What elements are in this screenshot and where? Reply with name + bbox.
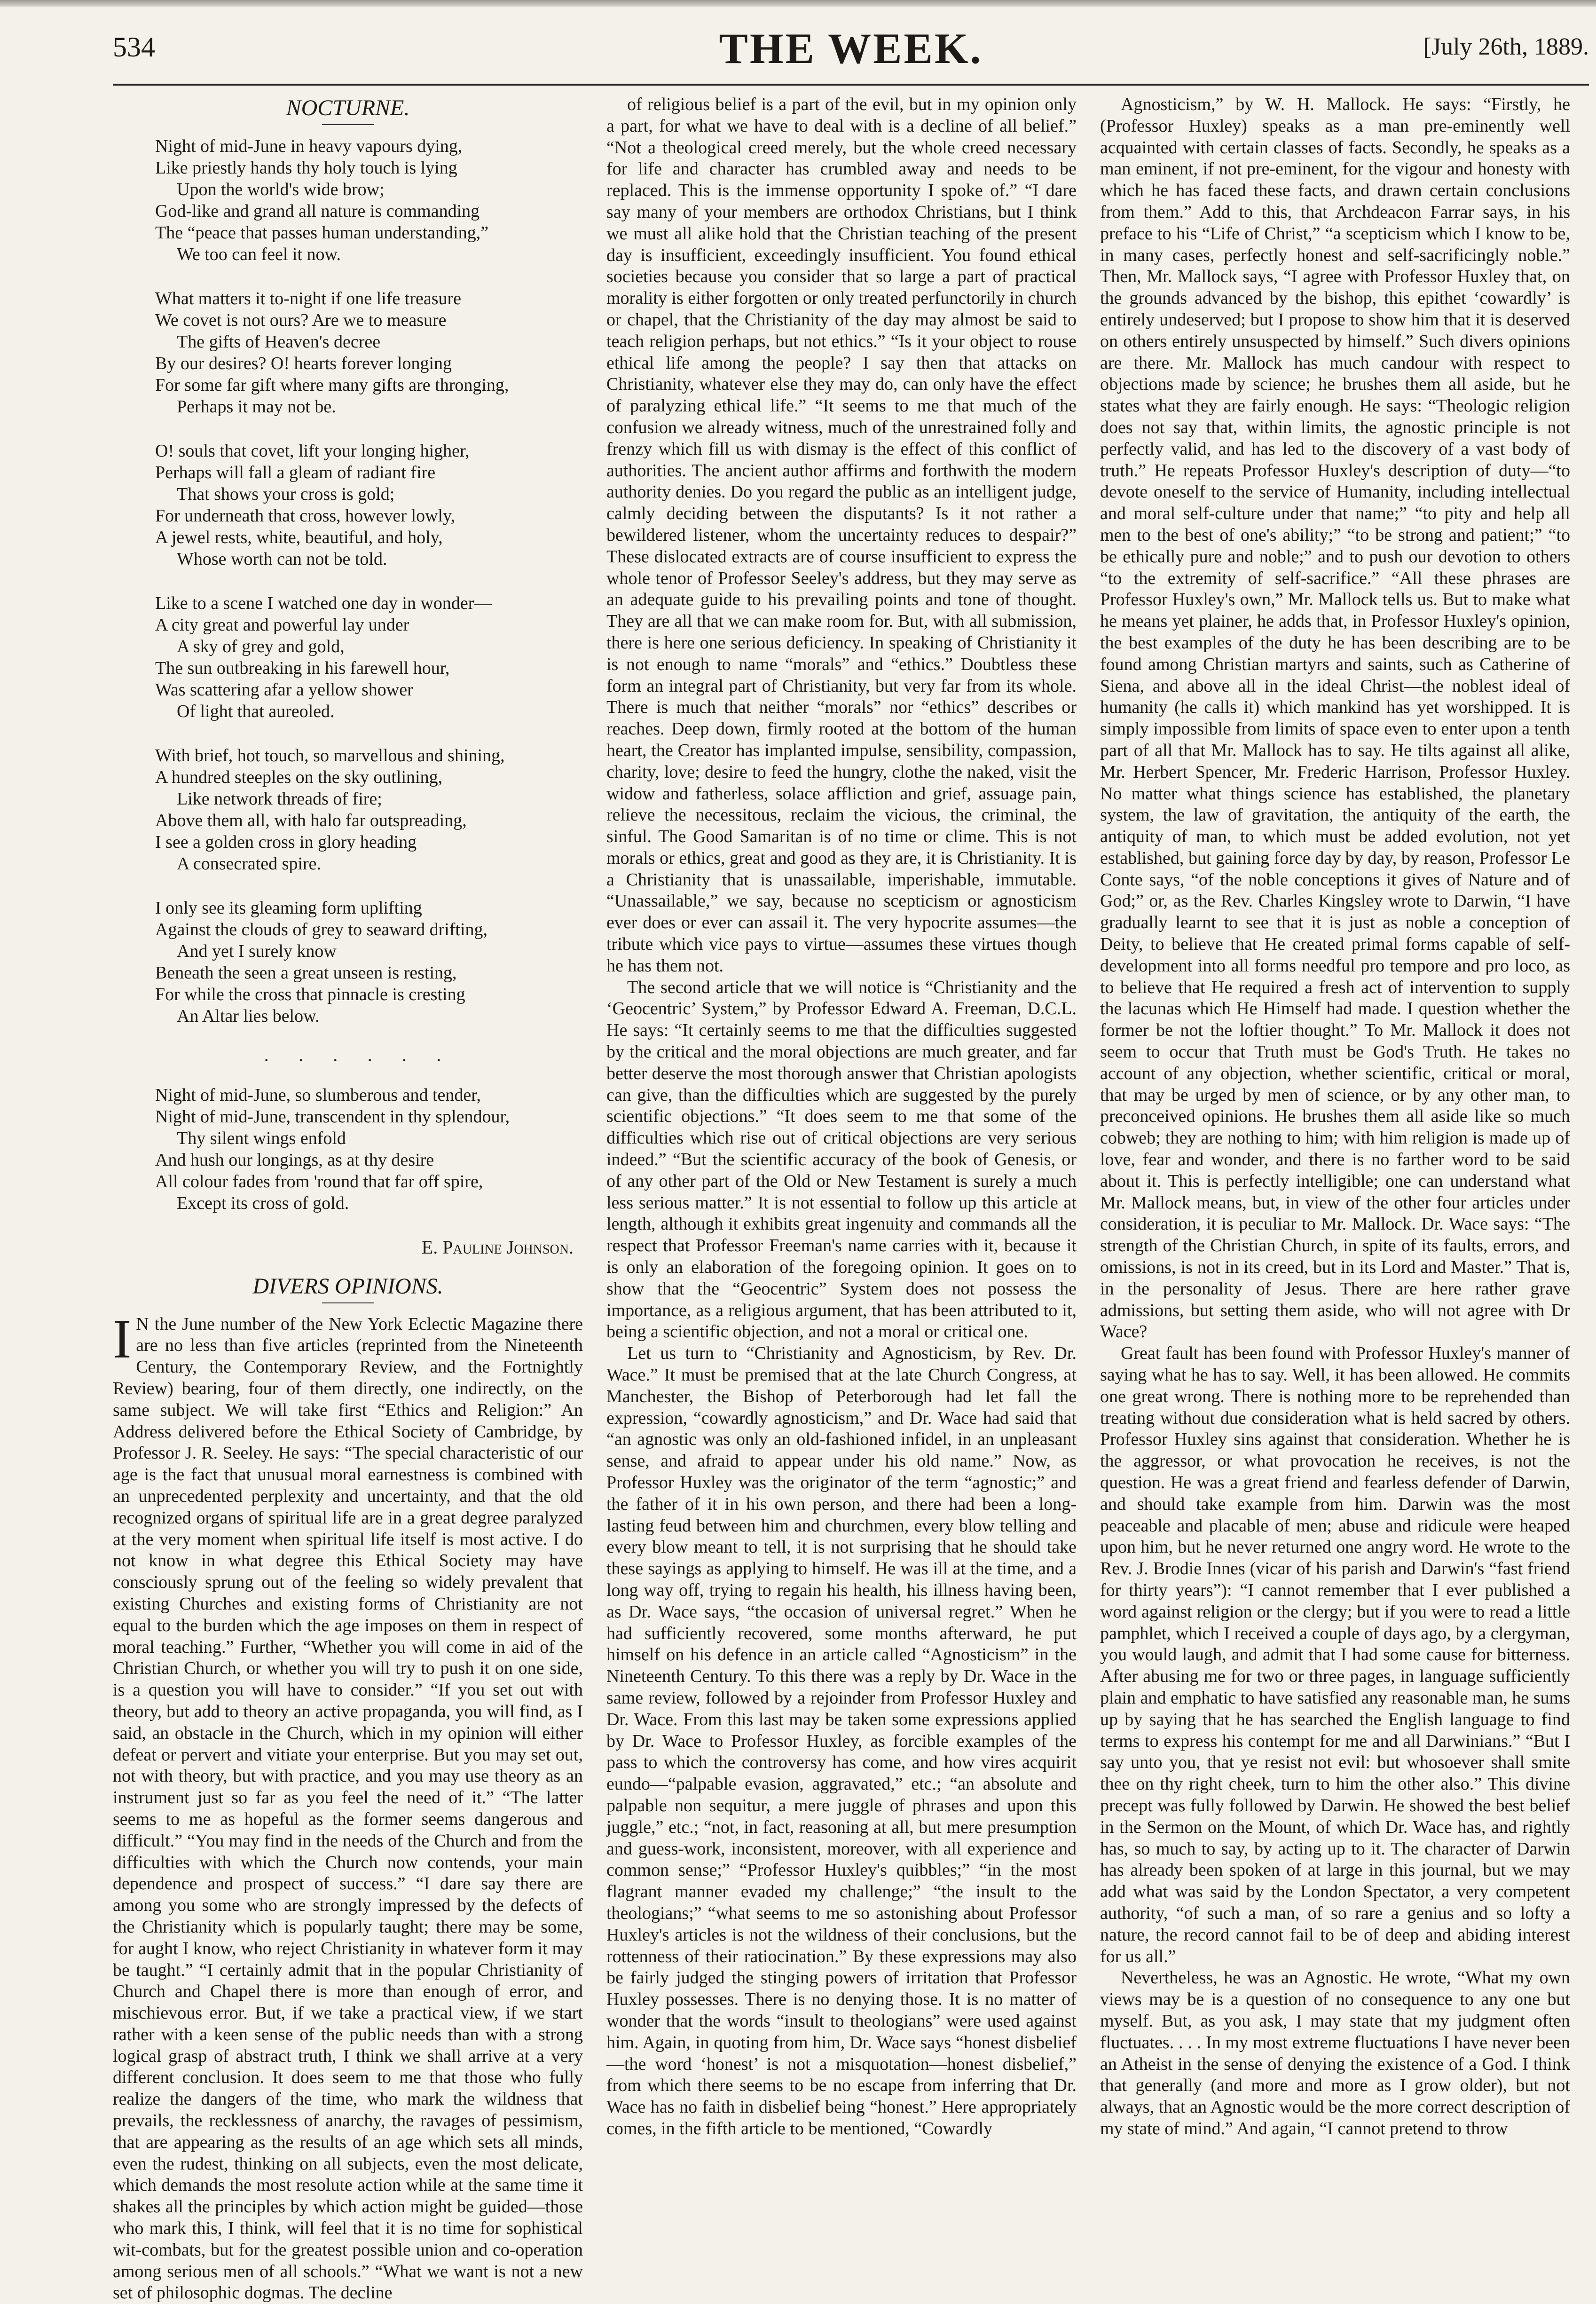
poem-line: Night of mid-June, transcendent in thy splendour, (155, 1106, 510, 1127)
poem-line: We covet is not ours? Are we to measure (155, 310, 447, 330)
poem-line: A consecrated spire. (177, 854, 322, 874)
poem-line: A jewel rests, white, beautiful, and holy, (155, 528, 443, 547)
poem-line: I see a golden cross in glory heading (155, 832, 417, 852)
issue-date: [July 26th, 1889. (1423, 33, 1589, 60)
poem-line: A hundred steeples on the sky outlining, (155, 767, 443, 787)
poem-line: Against the clouds of grey to seaward drifting, (155, 920, 488, 939)
poem-line: Like to a scene I watched one day in wonder— (155, 593, 492, 613)
title-rule (322, 124, 374, 125)
column-1 (113, 94, 583, 2303)
poem-stanza (155, 745, 583, 875)
poem-line: For while the cross that pinnacle is cresting (155, 985, 465, 1004)
top-border (0, 0, 1596, 7)
article-paragraph: Nevertheless, he was an Agnostic. He wrote, “What my own views may be is a question of no consequence to any one but myself. But, as you ask, I may state that my judgment often fluctuates. . . . In my most extreme fluctuations I have never been an Atheist in the sense of denying the existence of a God. I think that generally (and more and more as I grow older), but not always, that an Agnostic would be the more correct description of my state of mind.” And again, “I cannot pretend to throw (1100, 1968, 1570, 2138)
poem-stanza (155, 897, 583, 1027)
article-paragraph: Great fault has been found with Professor Huxley's manner of saying what he has to say. Well, it has been allowed. He commits one great wrong. There is nothing more to be reprehended than treating without due consideration what is held sacred by others. Professor Huxley sins against that consideration. Whether he is the aggressor, or what provocation he receives, is not the question. He was a great friend and fearless defender of Darwin, and should take example from him. Darwin was the most peaceable and placable of men; abuse and ridicule were heaped upon him, but he never returned one angry word. He wrote to the Rev. J. Brodie Innes (vicar of his parish and Darwin's “fast friend for thirty years”): “I cannot remember that I ever published a word against religion or the clergy; but if you were to read a little pamphlet, which I received a couple of days ago, by a clergyman, you would laugh, and admit that I had some cause for bitterness. After abusing me for two or three pages, in language sufficiently plain and emphatic to have satisfied any reasonable man, he sums up by saying that he has searched the English language to find terms to express his contempt for me and all Darwinians.” “But I say unto you, that ye resist not evil: but whosoever shall smite thee on thy right cheek, turn to him the other also.” This divine precept was fully followed by Darwin. He showed the best belief in the Sermon on the Mount, of which Dr. Wace has, and rightly has, so much to say, by acting up to it. The character of Darwin has already been spoken of at large in this journal, but we may add what was said by the London Spectator, a very competent authority, “of such a man, of so rare a genius and so lofty a nature, the record cannot fail to be of deep and abiding interest for us all.” (1100, 1343, 1570, 1966)
poem-line: An Altar lies below. (177, 1006, 320, 1026)
poem-line: By our desires? O! hearts forever longing (155, 354, 452, 373)
poem-stanza (155, 135, 583, 265)
poem-line: The sun outbreaking in his farewell hour, (155, 658, 450, 678)
poem-line: A city great and powerful lay under (155, 615, 409, 635)
column-2 (606, 94, 1077, 2210)
poem-line: Like network threads of fire; (177, 789, 382, 809)
article-paragraph: Let us turn to “Christianity and Agnosticism, by Rev. Dr. Wace.” It must be premised that at the late Church Congress, at Manchester, the Bishop of Peterborough had let fall the expression, “cowardly agnosticism,” and Dr. Wace had said that “an agnostic was only an old-fashioned infidel, in an unpleasant sense, and afraid to appear under his old name.” Now, as Professor Huxley was the originator of the term “agnostic;” and the father of it in his own person, and there had been a long-lasting feud between him and churchmen, every blow telling and every blow meant to tell, it is not surprising that he should take these sayings as applying to himself. He was ill at the time, and a long way off, trying to regain his health, his illness having been, as Dr. Wace says, “the occasion of universal regret.” When he had sufficiently recovered, some months afterward, he put himself on his defence in an article called “Agnosticism” in the Nineteenth Century. To this there was a reply by Dr. Wace in the same review, followed by a rejoinder from Professor Huxley and Dr. Wace. From this last may be taken some expressions applied by Dr. Wace to Professor Huxley, as forcible examples of the pass to which the controversy has come, and how vires acquirit eundo—“palpable evasion, aggravated,” etc.; “an absolute and palpable non sequitur, a mere juggle of phrases and upon this juggle,” etc.; “not, in fact, reasoning at all, but mere presumption and guess-work, inconsistent, moreover, with all experience and common sense;” “Professor Huxley's quibbles;” “in the most flagrant manner evaded my challenge;” “the insult to the theologians;” “what seems to me so astonishing about Professor Huxley's articles is not the wildness of their conclusions, but the rottenness of their ratiocination.” By these expressions may also be fairly judged the stinging powers of irritation that Professor Huxley possesses. There is no denying those. It is no matter of wonder that the words “insult to theologians” were used against him. Again, in quoting from him, Dr. Wace says “honest disbelief—the word ‘honest’ is not a misquotation—honest disbelief,” from which there seems to be no escape from inferring that Dr. Wace has no faith in disbelief being “honest.” Here appropriately comes, in the fifth article to be mentioned, “Cowardly (606, 1343, 1077, 2138)
poem-line: Except its cross of gold. (177, 1193, 349, 1213)
poem-line: The “peace that passes human understanding,” (155, 223, 489, 243)
poem-line: Of light that aureoled. (177, 702, 335, 721)
poem-line: Like priestly hands thy holy touch is lying (155, 158, 457, 178)
article-title: DIVERS OPINIONS. (252, 1273, 443, 1299)
poem-line: Was scattering afar a yellow shower (155, 680, 413, 700)
journal-title: THE WEEK. (719, 24, 983, 72)
poem-line: Night of mid-June in heavy vapours dying, (155, 136, 463, 156)
poem-stanza (155, 440, 583, 570)
poem-line: We too can feel it now. (177, 245, 341, 264)
poem-title: NOCTURNE. (286, 95, 410, 120)
poem-line: The gifts of Heaven's decree (177, 332, 381, 352)
article-paragraph: The second article that we will notice is “Christianity and the ‘Geocentric’ System,” by Professor Edward A. Freeman, D.C.L. He says: “It certainly seems to me that the difficulties suggested by the critical and the moral objections are much greater, and far better deserve the most thorough answer that Christian apologists can give, than the difficulties which are suggested by the purely scientific objections.” “It does seem to me that some of the difficulties which rise out of critical objections are very serious indeed.” “But the scientific accuracy of the book of Genesis, or of any other part of the Old or New Testament is surely a much less serious matter.” It is not essential to follow up this article at length, although it exhibits great ingenuity and commands all the respect that Professor Freeman's name carries with it, because it is only an elaboration of the foregoing opinion. It goes on to show that the “Geocentric” System does not possess the importance, as a religious argument, that has been attributed to it, being a scientific objection, and not a moral or critical one. (606, 977, 1077, 1342)
poem-line: Above them all, with halo far outspreading, (155, 811, 467, 830)
poem-line: And hush our longings, as at thy desire (155, 1150, 434, 1170)
poem-line: Upon the world's wide brow; (177, 180, 385, 199)
poem-stanza (155, 592, 583, 722)
poem-line: I only see its gleaming form uplifting (155, 898, 422, 918)
poem-line: Perhaps it may not be. (177, 397, 336, 417)
poem-line: Perhaps will fall a gleam of radiant fire (155, 463, 436, 482)
stanza-break-dots: ······ (263, 1049, 470, 1071)
poem-author: E. Pauline Johnson. (421, 1236, 574, 1258)
article-paragraph (113, 1308, 583, 2304)
poem-line: All colour fades from 'round that far off spire, (155, 1171, 483, 1191)
article-text-col1 (113, 1308, 583, 2304)
poem-line: For underneath that cross, however lowly, (155, 506, 456, 526)
title-rule (322, 1302, 374, 1303)
poem-body (113, 135, 583, 1214)
poem-stanza (155, 1084, 583, 1214)
paragraph-text: N the June number of the New York Eclectic Magazine there are no less than five articles (reprinted from the Nineteenth Century, the Contemporary Review, and the Fortnightly Review) bearing, four of them directly, one indirectly, on the same subject. We will take first “Ethics and Religion:” An Address delivered before the Ethical Society of Cambridge, by Professor J. R. Seeley. He says: “The special characteristic of our age is the fact that unusual moral earnestness is combined with an unprecedented perplexity and uncertainty, and that the old recognized organs of spiritual life are in a great degree paralyzed at the very moment when spiritual life itself is most active. I do not know in what degree this Ethical Society may have consciously sprung out of the feeling so widely prevalent that existing Churches and existing forms of Christianity are not equal to the burden which the age imposes on them in respect of moral teaching.” Further, “Whether you will come in aid of the Christian Church, or whether you will try to push it on one side, is a question you will have to consider.” “If you set out with theory, but add to theory an active propaganda, you will find, as I said, an obstacle in the Church, which in my opinion will either defeat or pervert and vitiate your enterprise. But you may set out, not with theory, but with practice, and you may use theory as an instrument just so far as you feel the need of it.” “The latter seems to me as hopeful as the former seems dangerous and difficult.” “You may find in the needs of the Church and from the difficulties with which the Church now contends, your main dependence and prospect of success.” “I dare say there are among you some who are strongly impressed by the defects of the Christianity which is popularly taught; there may be some, for aught I know, who reject Christianity in whatever form it may be taught.” “I certainly admit that in the popular Christianity of Church and Chapel there is more than enough of error, and mischievous error. But, if we take a practical view, if we start rather with a keen sense of the public needs than with a strong logical grasp of abstract truth, I think we shall arrive at a very different conclusion. It does seem to me that those who fully realize the dangers of the time, who mark the wildness that prevails, the recklessness of anarchy, the ravages of pessimism, that are appearing as the results of an age which sets all minds, even the rudest, thinking on all subjects, even the most delicate, which demands the most resolute action while at the same time it shakes all the principles by which action might be guided—those who mark this, I think, will feel that it is no time for sophistical wit-combats, but for the greatest possible union and co-operation among serious men of all schools.” “What we want is not a new set of philosophic dogmas. The decline (113, 1314, 583, 2303)
poem-line: With brief, hot touch, so marvellous and shining, (155, 746, 505, 765)
page-number: 534 (113, 32, 155, 63)
article-paragraph: of religious belief is a part of the evil, but in my opinion only a part, for what we have to deal with is a decline of all belief.” “Not a theological creed merely, but the whole creed necessary for life and character has crumbled away and needs to be replaced. This is the immense opportunity I spoke of.” “I dare say many of your members are orthodox Christians, but I think we must all alike hold that the Christian teaching of the present day is insufficient, exceedingly insufficient. You found ethical societies because you consider that so large a part of practical morality is either forgotten or only treated perfunctorily in church or chapel, that the Christianity of the day may almost be said to teach religion perhaps, but not ethics.” “Is it your object to rouse ethical life among the people? I say then that attacks on Christianity, whatever else they may do, can only have the effect of paralyzing ethical life.” “It seems to me that much of the confusion we already witness, much of the unrestrained folly and frenzy which fill us with dismay is the effect of this conflict of authorities. The ancient author affirms and forthwith the modern authority denies. Do you regard the public as an intelligent judge, calmly deciding between the disputants? Is it not rather a bewildered listener, whom the uncertainty reduces to despair?” These dislocated extracts are of course insufficient to express the whole tenor of Professor Seeley's address, but they may serve as an adequate guide to his prevailing points and tone of thought. They are all that we can make room for. But, with all submission, there is here one serious deficiency. In speaking of Christianity it is not enough to name “morals” and “ethics.” Doubtless these form an integral part of Christianity, but very far from its whole. There is much that neither “morals” nor “ethics” describes or reaches. Deep down, firmly rooted at the bottom of the human heart, the Creator has implanted impulse, sensibility, compassion, charity, love; desire to feed the hungry, clothe the naked, visit the widow and fatherless, solace affliction and grief, assuage pain, relieve the necessitous, reclaim the vicious, the criminal, the sinful. The Good Samaritan is of no time or clime. This is not morals or ethics, great and good as they are, it is Christianity. It is a Christianity that is unassailable, imperishable, immutable. “Unassailable,” we say, because no scepticism or agnosticism ever does or ever can assail it. The very hypocrite assumes—the tribute which vice pays to virtue—assumes these virtues though he has them not. (606, 95, 1077, 976)
poem-line: For some far gift where many gifts are thronging, (155, 375, 509, 395)
poem-line: Beneath the seen a great unseen is resting, (155, 963, 457, 983)
article-paragraph: Agnosticism,” by W. H. Mallock. He says: “Firstly, he (Professor Huxley) speaks as a man pre-eminently well acquainted with certain classes of facts. Secondly, he speaks as a man eminent, if not pre-eminent, for the vigour and honesty with which he has faced these facts, and drawn certain conclusions from them.” Add to this, that Archdeacon Farrar says, in his preface to his “Life of Christ,” “a scepticism which I know to be, in many cases, perfectly honest and self-sacrificingly noble.” Then, Mr. Mallock says, “I agree with Professor Huxley that, on the grounds advanced by the bishop, this epithet ‘cowardly’ is entirely undeserved; but I propose to show him that it is deserved on others entirely unsuspected by himself.” Such divers opinions are there. Mr. Mallock has much candour with respect to objections made by science; he brushes them all aside, but he states what they are fairly enough. He says: “Theologic religion does not say that, within limits, the agnostic principle is not perfectly valid, and has led to the discovery of a vast body of truth.” He repeats Professor Huxley's description of duty—“to devote oneself to the service of Humanity, including intellectual and moral self-culture under that name;” “to pity and help all men to the best of one's ability;” “to be strong and patient;” “to be ethically pure and noble;” and to push our devotion to others “to the extremity of self-sacrifice.” “All these phrases are Professor Huxley's own,” Mr. Mallock tells us. But to make what he means yet plainer, he adds that, in Professor Huxley's opinion, the best examples of the duty he has been describing are to be found among Christian martyrs and saints, such as Catherine of Siena, and above all in the ideal Christ—the noblest ideal of humanity (he calls it) which mankind has yet worshipped. It is simply impossible from limits of space even to enter upon a tenth part of all that Mr. Mallock has to say. He tilts against all alike, Mr. Herbert Spencer, Mr. Frederic Harrison, Professor Huxley. No matter what things science has established, the planetary system, the law of gravitation, the antiquity of the earth, the antiquity of man, to which must be added evolution, not yet established, but gaining force day by day, by reason, Professor Le Conte says, “of the noble conceptions it gives of Nature and of God;” or, as the Rev. Charles Kingsley wrote to Darwin, “I have gradually learnt to see that it is just as noble a conception of Deity, to believe that He created primal forms capable of self-development into all forms needful pro tempore and pro loco, as to believe that He required a fresh act of intervention to supply the lacunas which He Himself had made. I question whether the former be not the loftier thought.” To Mr. Mallock it does not seem to occur that Truth must be God's Truth. He takes no account of any objection, whether scientific, critical or moral, that may be urged by men of science, or by any other man, to preconceived opinions. He brushes them all aside like so much cobweb; they are nothing to him; with him religion is made up of love, fear and wonder, and there is no farther word to be said about it. This is perfectly intelligible; one can understand what Mr. Mallock means, but, in view of the other four articles under consideration, it is peculiar to Mr. Mallock. Dr. Wace says: “The strength of the Christian Church, in spite of its faults, errors, and omissions, is not in its creed, but in its Lord and Master.” That is, in the personality of Jesus. There are here rather grave admissions, but setting them aside, who will not agree with Dr Wace? (1100, 95, 1570, 1342)
poem-stanza (155, 288, 583, 418)
poem-line: What matters it to-night if one life treasure (155, 289, 462, 308)
poem-line: God-like and grand all nature is commanding (155, 201, 480, 221)
poem-line: Whose worth can not be told. (177, 549, 387, 569)
poem-line: O! souls that covet, lift your longing higher, (155, 441, 470, 461)
page-header (113, 24, 1589, 85)
poem-line: Night of mid-June, so slumberous and tender, (155, 1085, 481, 1105)
drop-cap: I (113, 1308, 132, 1370)
header-rule (113, 84, 1589, 86)
poem-line: A sky of grey and gold, (177, 637, 345, 656)
poem-line: Thy silent wings enfold (177, 1128, 346, 1148)
poem-line: That shows your cross is gold; (177, 484, 395, 504)
column-3 (1100, 94, 1570, 2210)
poem-line: And yet I surely know (177, 941, 337, 961)
